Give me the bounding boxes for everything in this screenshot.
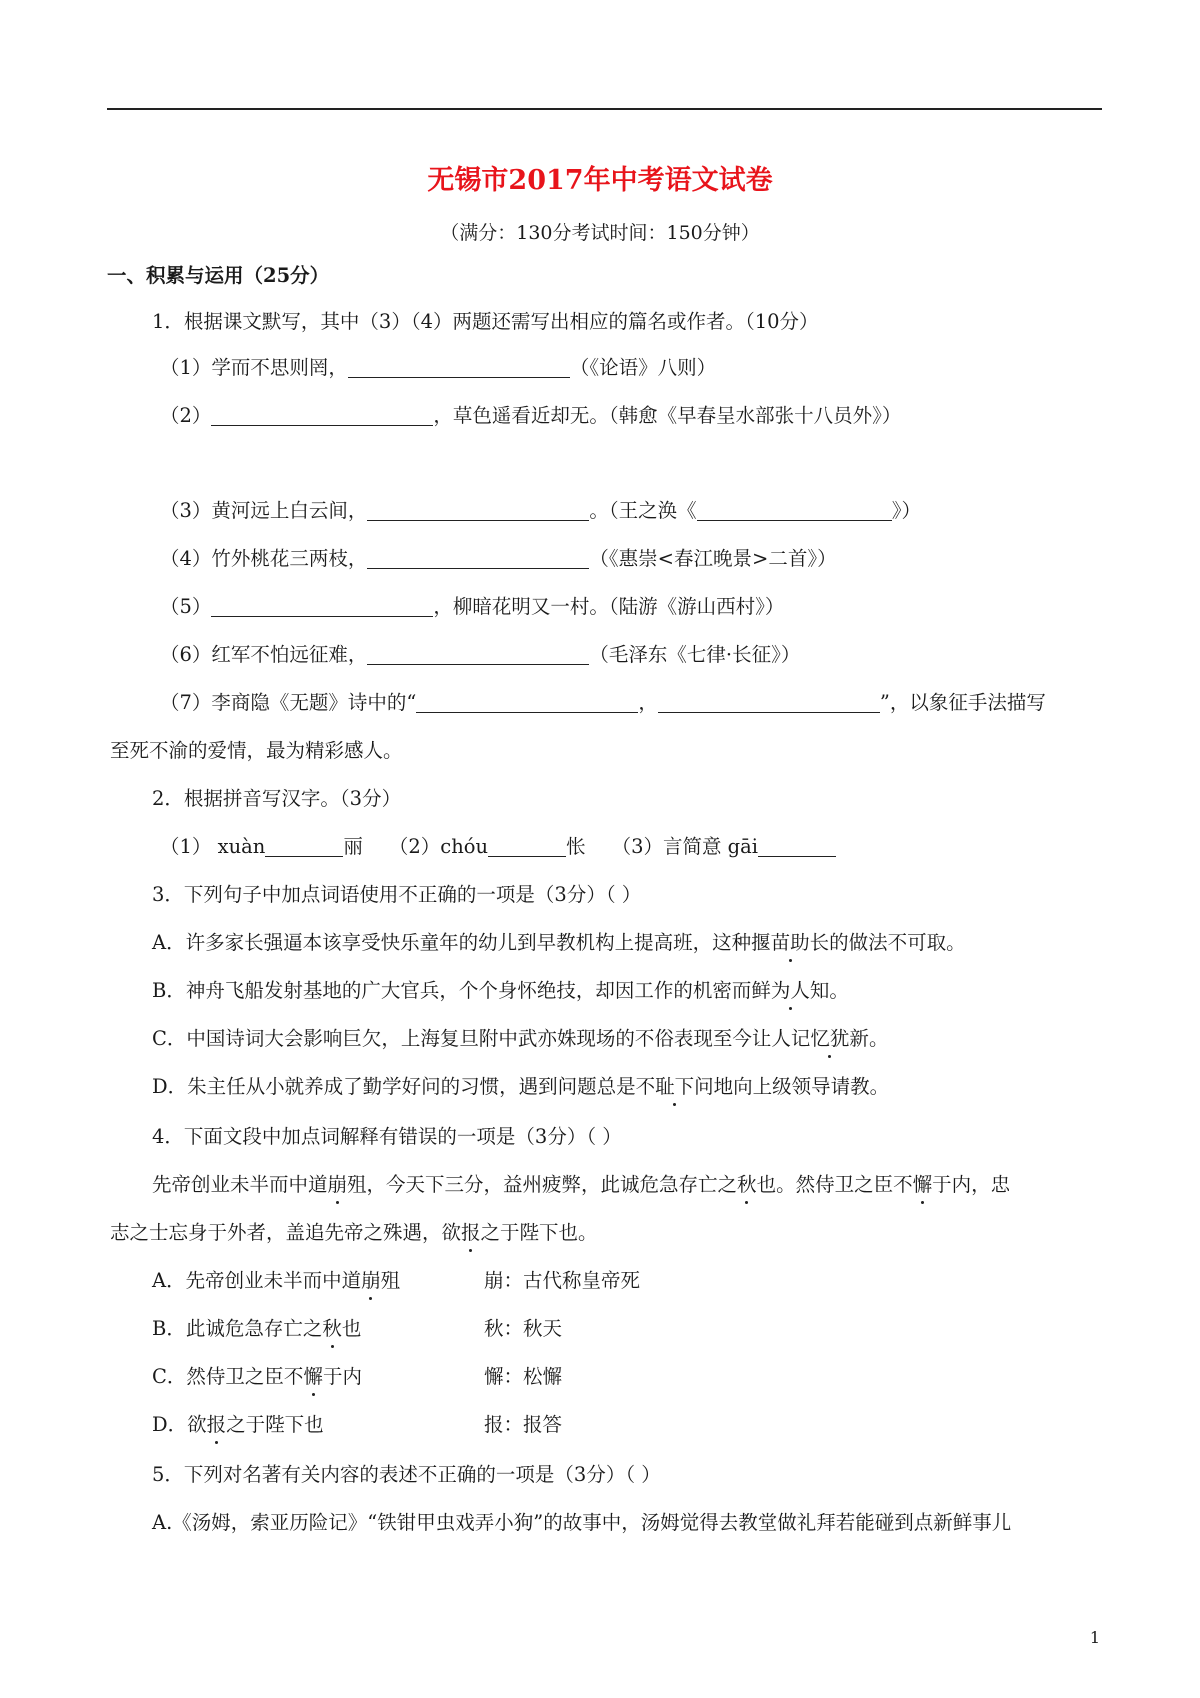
q3-option-b[interactable]: B．神舟飞船发射基地的广大官兵，个个身怀绝技，却因工作的机密而鲜为人知。: [152, 977, 849, 1005]
page-number: 1: [1089, 1628, 1100, 1647]
dotted-word: 懈: [303, 1363, 323, 1391]
answer-blank[interactable]: [265, 836, 343, 857]
dotted-word: 崩: [361, 1267, 381, 1295]
answer-blank[interactable]: [367, 644, 589, 665]
q1-item-3: （3）黄河远上白云间， 。（王之涣《 》）: [160, 499, 921, 522]
dotted-word: 崩: [328, 1171, 348, 1199]
q1-item-7: （7）李商隐《无题》诗中的“ ， ”，以象征手法描写: [160, 691, 1046, 714]
header-rule: [107, 108, 1102, 110]
answer-blank[interactable]: [416, 692, 638, 713]
q2-stem: 2．根据拼音写汉字。（3分）: [152, 787, 402, 810]
section-heading: 一、积累与运用（25分）: [107, 264, 330, 287]
answer-blank[interactable]: [758, 836, 836, 857]
q4-option-d-explanation: 报：报答: [484, 1413, 563, 1436]
exam-subtitle: （满分：130分考试时间：150分钟）: [440, 222, 760, 244]
dotted-word: 不耻下问: [636, 1073, 714, 1101]
answer-blank[interactable]: [488, 836, 566, 857]
dotted-word: 懈: [913, 1171, 933, 1199]
answer-blank[interactable]: [367, 548, 589, 569]
q2-items: （1） xuàn 丽 （2）chóu 怅 （3）言简意 gāi: [160, 833, 836, 861]
q4-option-c-explanation: 懈：松懈: [484, 1365, 563, 1388]
dotted-word: 报: [461, 1219, 481, 1247]
q4-option-d[interactable]: D．欲报之于陛下也: [152, 1411, 324, 1439]
q1-item-7-cont: 至死不渝的爱情，最为精彩感人。: [110, 739, 403, 762]
dotted-word: 记忆犹新: [791, 1025, 869, 1053]
q4-passage-line-2: 志之士忘身于外者，盖追先帝之殊遇，欲报之于陛下也。: [110, 1219, 598, 1247]
dotted-word: 报: [207, 1411, 227, 1439]
q1-item-5: （5） ，柳暗花明又一村。（陆游《游山西村》）: [160, 595, 785, 618]
q4-stem: 4．下面文段中加点词解释有错误的一项是（3分）（ ）: [152, 1125, 622, 1148]
q3-option-a[interactable]: A．许多家长强逼本该享受快乐童年的幼儿到早教机构上提高班，这种揠苗助长的做法不可取。: [152, 929, 966, 957]
q4-option-a[interactable]: A．先帝创业未半而中道崩殂: [152, 1267, 400, 1295]
q4-option-b[interactable]: B．此诚危急存亡之秋也: [152, 1315, 361, 1343]
q5-stem: 5．下列对名著有关内容的表述不正确的一项是（3分）（ ）: [152, 1463, 661, 1486]
q1-item-1: （1）学而不思则罔， （《论语》八则）: [160, 356, 717, 379]
dotted-word: 鲜为人知: [751, 977, 829, 1005]
answer-blank[interactable]: [658, 692, 880, 713]
q1-stem: 1．根据课文默写，其中（3）（4）两题还需写出相应的篇名或作者。（10分）: [152, 310, 819, 333]
q3-option-c[interactable]: C．中国诗词大会影响巨欠，上海复旦附中武亦姝现场的不俗表现至今让人记忆犹新。: [152, 1025, 888, 1053]
q5-option-a[interactable]: A.《汤姆，索亚历险记》“铁钳甲虫戏弄小狗”的故事中，汤姆觉得去教堂做礼拜若能碰到点新鲜事儿: [152, 1511, 1012, 1534]
answer-blank[interactable]: [348, 357, 570, 378]
answer-blank[interactable]: [367, 500, 589, 521]
answer-blank[interactable]: [211, 405, 433, 426]
q4-option-c[interactable]: C．然侍卫之臣不懈于内: [152, 1363, 362, 1391]
dotted-word: 秋: [737, 1171, 757, 1199]
q1-item-4: （4）竹外桃花三两枝， （《惠崇<春江晚景>二首》）: [160, 547, 837, 570]
q3-stem: 3．下列句子中加点词语使用不正确的一项是（3分）（ ）: [152, 883, 642, 906]
q4-passage-line-1: 先帝创业未半而中道崩殂，今天下三分，益州疲弊，此诚危急存亡之秋也。然侍卫之臣不懈于内，忠: [152, 1171, 1010, 1199]
q4-option-b-explanation: 秋：秋天: [484, 1317, 563, 1340]
dotted-word: 秋: [322, 1315, 342, 1343]
q1-item-6: （6）红军不怕远征难， （毛泽东《七律·长征》）: [160, 643, 801, 666]
dotted-word: 揠苗助长: [751, 929, 829, 957]
q3-option-d[interactable]: D．朱主任从小就养成了勤学好问的习惯，遇到问题总是不耻下问地向上级领导请教。: [152, 1073, 889, 1101]
exam-title: 无锡市2017年中考语文试卷: [427, 165, 773, 196]
answer-blank[interactable]: [697, 500, 892, 521]
q4-option-a-explanation: 崩：古代称皇帝死: [484, 1269, 641, 1292]
q1-item-2: （2） ，草色遥看近却无。（韩愈《早春呈水部张十八员外》）: [160, 404, 902, 427]
answer-blank[interactable]: [211, 596, 433, 617]
